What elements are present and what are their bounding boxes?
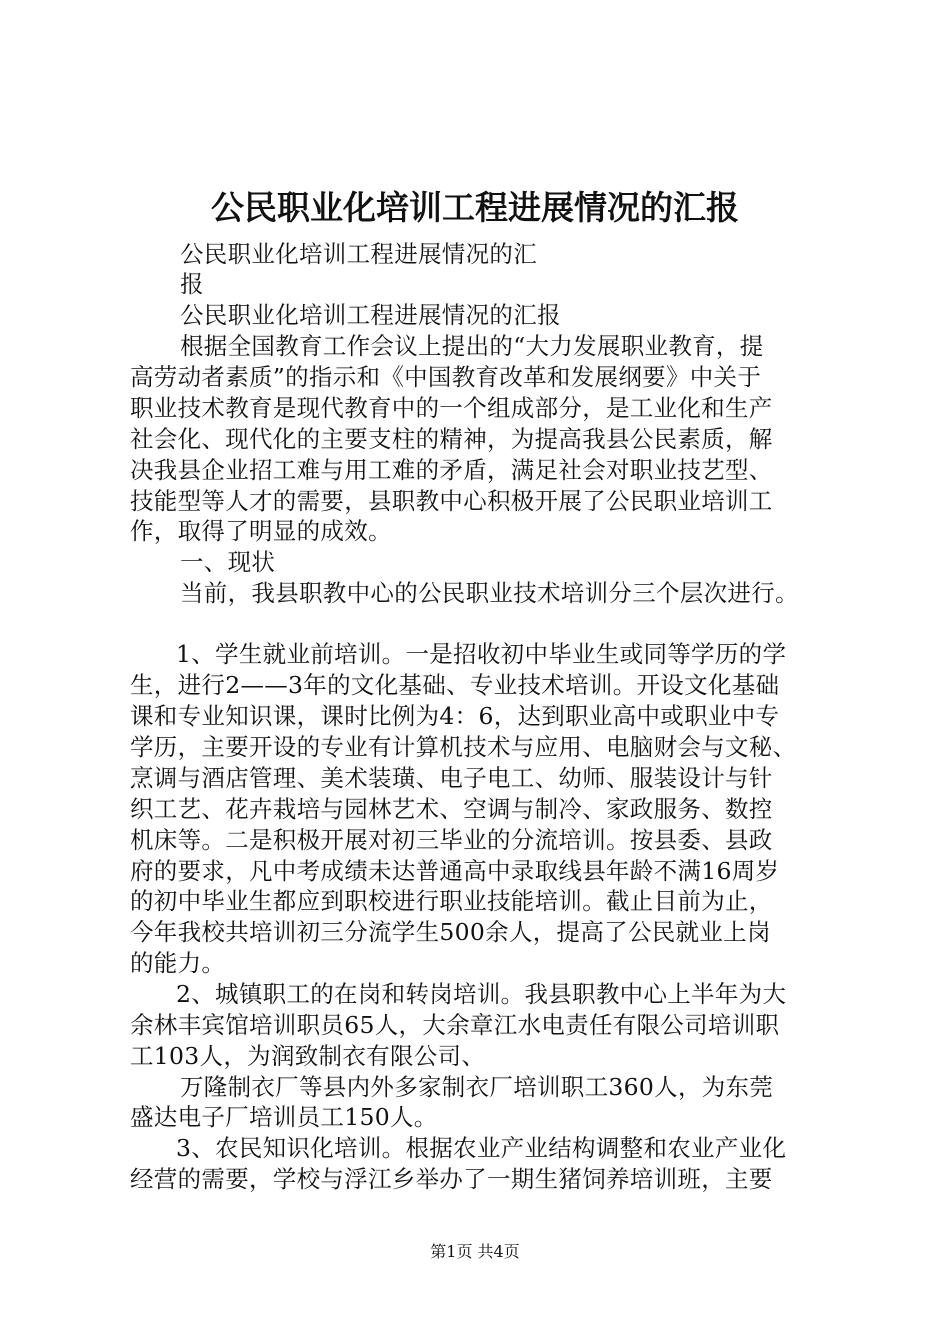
text-line: 的初中毕业生都应到职校进行职业技能培训。截止目前为止， bbox=[130, 887, 773, 915]
page-footer: 第1页 共4页 bbox=[430, 1242, 520, 1261]
text-line: 生，进行2——3年的文化基础、专业技术培训。开设文化基础 bbox=[130, 671, 780, 699]
text-line: 今年我校共培训初三分流学生500余人，提高了公民就业上岗 bbox=[130, 918, 771, 946]
text-line: 学历，主要开设的专业有计算机技术与应用、电脑财会与文秘、 bbox=[130, 733, 797, 761]
text-line: 高劳动者素质”的指示和《中国教育改革和发展纲要》中关于 bbox=[130, 363, 762, 391]
text-line: 盛达电子厂培训员工150人。 bbox=[130, 1103, 438, 1131]
text-line: 机床等。二是积极开展对初三毕业的分流培训。按县委、县政 bbox=[130, 826, 773, 854]
text-line: 根据全国教育工作会议上提出的“大力发展职业教育，提 bbox=[180, 332, 764, 360]
text-line: 的能力。 bbox=[130, 949, 226, 977]
text-line: 课和专业知识课，课时比例为4：6，达到职业高中或职业中专 bbox=[130, 702, 780, 730]
text-line: 烹调与酒店管理、美术装璜、电子电工、幼师、服装设计与针 bbox=[130, 764, 773, 792]
text-line: 报 bbox=[180, 270, 204, 298]
text-line: 公民职业化培训工程进展情况的汇报 bbox=[180, 301, 561, 329]
text-line: 职业技术教育是现代教育中的一个组成部分，是工业化和生产 bbox=[130, 394, 773, 422]
text-line: 1、学生就业前培训。一是招收初中毕业生或同等学历的学 bbox=[176, 640, 787, 668]
text-line: 公民职业化培训工程进展情况的汇 bbox=[180, 240, 537, 268]
text-line: 织工艺、花卉栽培与园林艺术、空调与制冷、家政服务、数控 bbox=[130, 795, 773, 823]
section-heading: 一、现状 bbox=[180, 548, 276, 576]
text-line: 技能型等人才的需要，县职教中心积极开展了公民职业培训工 bbox=[130, 487, 773, 515]
text-line: 决我县企业招工难与用工难的矛盾，满足社会对职业技艺型、 bbox=[130, 456, 773, 484]
text-line: 当前，我县职教中心的公民职业技术培训分三个层次进行。 bbox=[180, 579, 799, 607]
text-line: 经营的需要，学校与浮江乡举办了一期生猪饲养培训班，主要 bbox=[130, 1165, 773, 1193]
text-line: 余林丰宾馆培训职员65人，大余章江水电责任有限公司培训职 bbox=[130, 1011, 780, 1039]
text-line: 社会化、现代化的主要支柱的精神，为提高我县公民素质，解 bbox=[130, 425, 773, 453]
text-line: 作，取得了明显的成效。 bbox=[130, 517, 392, 545]
document-title: 公民职业化培训工程进展情况的汇报 bbox=[211, 188, 739, 227]
text-line: 万隆制衣厂等县内外多家制衣厂培训职工360人，为东莞 bbox=[180, 1073, 774, 1101]
text-line: 府的要求，凡中考成绩未达普通高中录取线县年龄不满16周岁 bbox=[130, 857, 780, 885]
text-line: 2、城镇职工的在岗和转岗培训。我县职教中心上半年为大 bbox=[176, 980, 787, 1008]
text-line: 3、农民知识化培训。根据农业产业结构调整和农业产业化 bbox=[176, 1134, 787, 1162]
text-line: 工103人，为润致制衣有限公司、 bbox=[130, 1042, 486, 1070]
